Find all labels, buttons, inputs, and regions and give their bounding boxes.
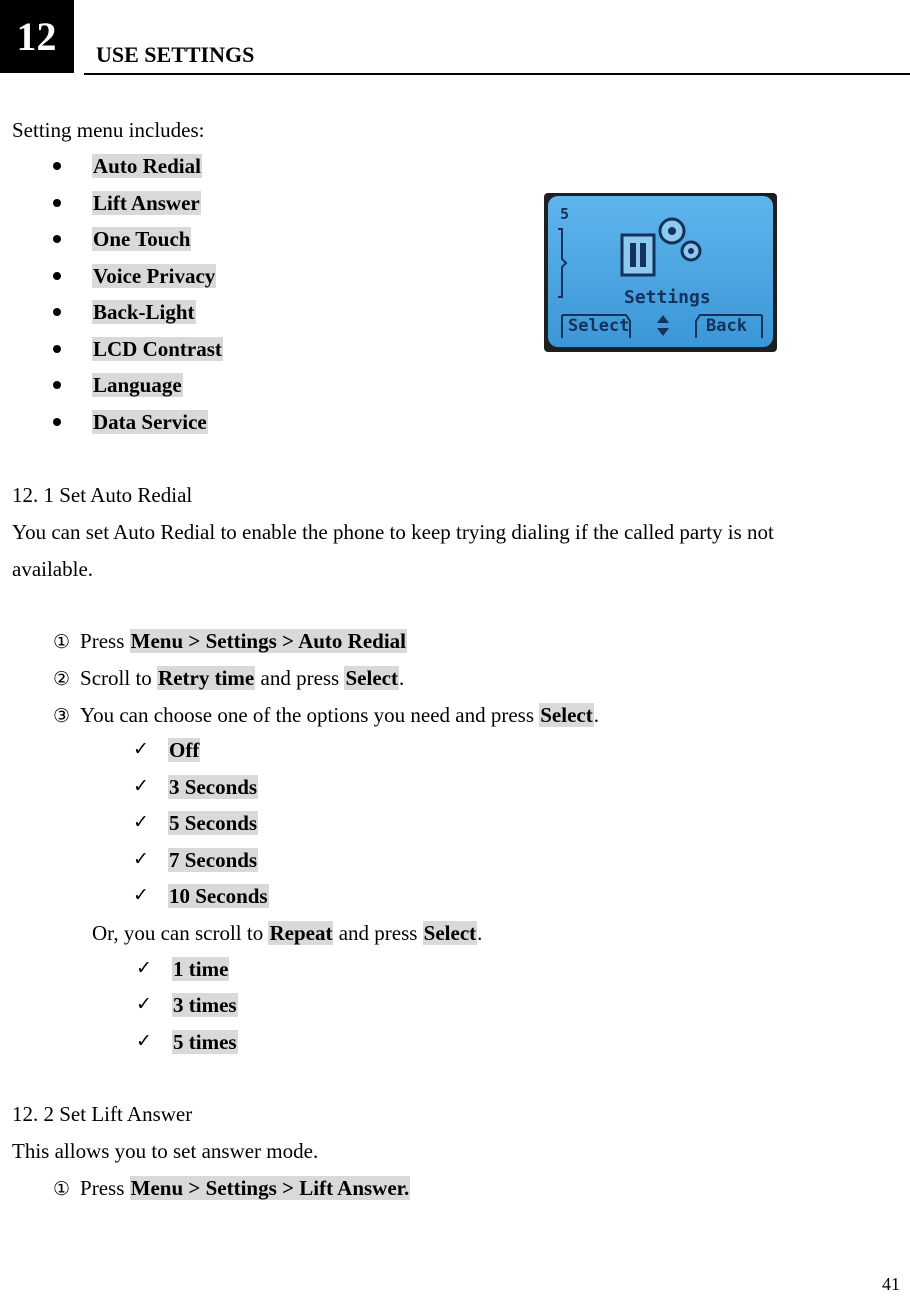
phone-screen-image <box>544 193 777 352</box>
menu-item: Voice Privacy <box>93 264 216 288</box>
chapter-number: 12 <box>0 0 73 73</box>
step-marker: ① <box>53 1178 71 1200</box>
section1-desc-line1: You can set Auto Redial to enable the phone to keep trying dialing if the called party is not <box>12 520 774 544</box>
or-text: and press <box>333 921 423 945</box>
step-text: Press <box>80 1176 130 1200</box>
step-text: . <box>593 703 599 727</box>
menu-item: Language <box>93 373 182 397</box>
check-icon: ✓ <box>133 811 149 833</box>
repeat-option: 3 times <box>173 993 237 1017</box>
repeat-option: 1 time <box>173 957 229 981</box>
bullet-icon <box>53 162 61 170</box>
lcd-title: Settings <box>624 287 711 308</box>
repeat-option: 5 times <box>173 1030 237 1054</box>
check-icon: ✓ <box>136 1030 152 1052</box>
bullet-icon <box>53 418 61 426</box>
retry-option: 10 Seconds <box>169 884 268 908</box>
or-text: Or, you can scroll to <box>92 921 269 945</box>
retry-option: 5 Seconds <box>169 811 258 835</box>
menu-item: LCD Contrast <box>93 337 222 361</box>
step-text: . <box>398 666 405 690</box>
step-text: Press <box>80 629 130 653</box>
menu-path: Menu > Settings > Lift Answer. <box>130 1176 410 1200</box>
lcd-right-softkey: Back <box>706 316 747 336</box>
menu-item: Auto Redial <box>93 154 201 178</box>
lcd-number: 5 <box>560 205 570 223</box>
section2-heading: 12. 2 Set Lift Answer <box>12 1102 193 1126</box>
or-line <box>92 920 482 946</box>
check-icon: ✓ <box>133 884 149 906</box>
section1-heading: 12. 1 Set Auto Redial <box>12 483 193 507</box>
key-name: Select <box>345 666 398 690</box>
retry-option: Off <box>169 738 200 762</box>
key-name: Select <box>540 703 593 727</box>
section2-desc: This allows you to set answer mode. <box>12 1139 319 1163</box>
bullet-icon <box>53 381 61 389</box>
lcd-left-softkey: Select <box>568 316 630 336</box>
step-3 <box>53 702 599 729</box>
chapter-number-edge <box>73 0 85 73</box>
retry-option: 7 Seconds <box>169 848 258 872</box>
settings-icon <box>622 219 700 275</box>
menu-item: Data Service <box>93 410 207 434</box>
menu-item: Back-Light <box>93 300 195 324</box>
step-text: and press <box>255 666 345 690</box>
menu-path: Menu > Settings > Auto Redial <box>130 629 407 653</box>
down-arrow-icon <box>657 328 669 336</box>
bullet-icon <box>53 308 61 316</box>
step-2 <box>53 665 404 692</box>
option-name: Retry time <box>158 666 255 690</box>
step-marker: ② <box>53 668 71 690</box>
step-text: Scroll to <box>80 666 158 690</box>
section1-desc-line2: available. <box>12 557 94 581</box>
up-arrow-icon <box>657 315 669 323</box>
bullet-icon <box>53 345 61 353</box>
retry-option: 3 Seconds <box>169 775 258 799</box>
step-1 <box>53 1175 410 1202</box>
menu-item: One Touch <box>93 227 191 251</box>
option-name: Repeat <box>269 921 333 945</box>
or-text: . <box>477 921 483 945</box>
step-text: You can choose one of the options you need and press <box>80 703 540 727</box>
check-icon: ✓ <box>133 775 149 797</box>
step-marker: ③ <box>53 705 71 727</box>
step-marker: ① <box>53 631 71 653</box>
intro-text: Setting menu includes: <box>12 118 205 142</box>
check-icon: ✓ <box>133 848 149 870</box>
check-icon: ✓ <box>136 993 152 1015</box>
check-icon: ✓ <box>136 957 152 979</box>
bullet-icon <box>53 235 61 243</box>
step-1 <box>53 628 407 655</box>
menu-item: Lift Answer <box>93 191 200 215</box>
bullet-icon <box>53 199 61 207</box>
header-rule <box>84 73 910 75</box>
page-number: 41 <box>882 1274 900 1294</box>
chapter-title: USE SETTINGS <box>96 42 255 67</box>
key-name: Select <box>423 921 477 945</box>
check-icon: ✓ <box>133 738 149 760</box>
bullet-icon <box>53 272 61 280</box>
